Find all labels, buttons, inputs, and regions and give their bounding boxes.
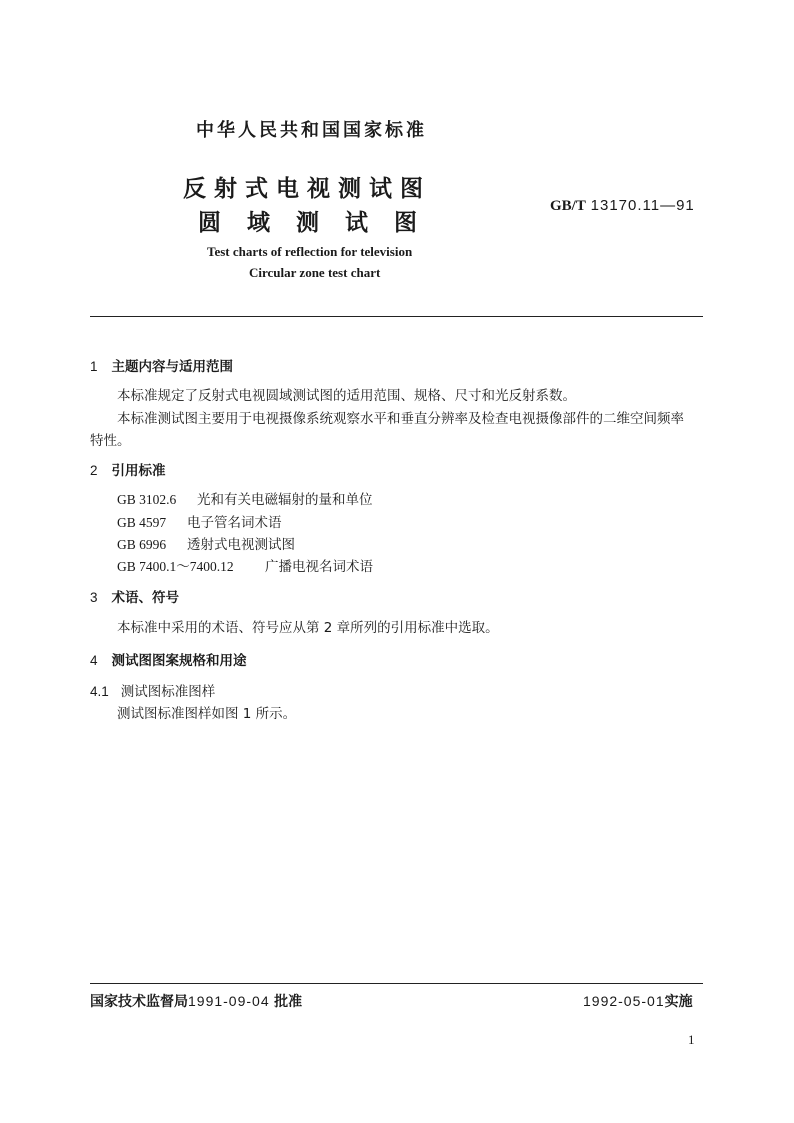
section-3-paragraph-1: 本标准中采用的术语、符号应从第 2 章所列的引用标准中选取。 bbox=[117, 620, 499, 636]
reference-item: GB 6996 透射式电视测试图 bbox=[117, 537, 295, 553]
section-4-1-heading: 4.1 测试图标准图样 bbox=[90, 684, 216, 700]
section-3-heading: 3 术语、符号 bbox=[90, 590, 180, 606]
section-4-heading: 4 测试图图案规格和用途 bbox=[90, 653, 247, 669]
section-1-heading: 1 主题内容与适用范围 bbox=[90, 359, 234, 375]
standard-number bbox=[550, 196, 695, 215]
footer-divider bbox=[90, 983, 703, 984]
title-chinese-line1: 反射式电视测试图 bbox=[183, 176, 431, 202]
standard-code: 13170.11—91 bbox=[590, 197, 695, 214]
standard-prefix: GB/T bbox=[550, 198, 586, 214]
section-1-paragraph-2-cont: 特性。 bbox=[90, 433, 131, 449]
title-chinese-line2: 圆域测试图 bbox=[198, 210, 443, 236]
reference-item: GB 3102.6 光和有关电磁辐射的量和单位 bbox=[117, 492, 373, 508]
page-number: 1 bbox=[688, 1032, 695, 1047]
issuing-authority: 中华人民共和国国家标准 bbox=[196, 120, 427, 141]
effective-date-info: 1992-05-01实施 bbox=[583, 993, 693, 1010]
section-1-paragraph-2: 本标准测试图主要用于电视摄像系统观察水平和垂直分辨率及检查电视摄像部件的二维空间频率 bbox=[117, 411, 684, 427]
title-english-line1: Test charts of reflection for television bbox=[207, 244, 413, 259]
header-divider bbox=[90, 316, 703, 317]
reference-item: GB 4597 电子管名词术语 bbox=[117, 515, 282, 531]
section-1-paragraph-1: 本标准规定了反射式电视圆域测试图的适用范围、规格、尺寸和光反射系数。 bbox=[117, 388, 576, 404]
section-4-1-paragraph-1: 测试图标准图样如图 1 所示。 bbox=[117, 706, 297, 722]
section-2-heading: 2 引用标准 bbox=[90, 463, 166, 479]
title-english-line2: Circular zone test chart bbox=[249, 265, 381, 280]
reference-item: GB 7400.1～7400.12 广播电视名词术语 bbox=[117, 559, 373, 575]
approval-info: 国家技术监督局1991-09-04 批准 bbox=[90, 993, 303, 1010]
